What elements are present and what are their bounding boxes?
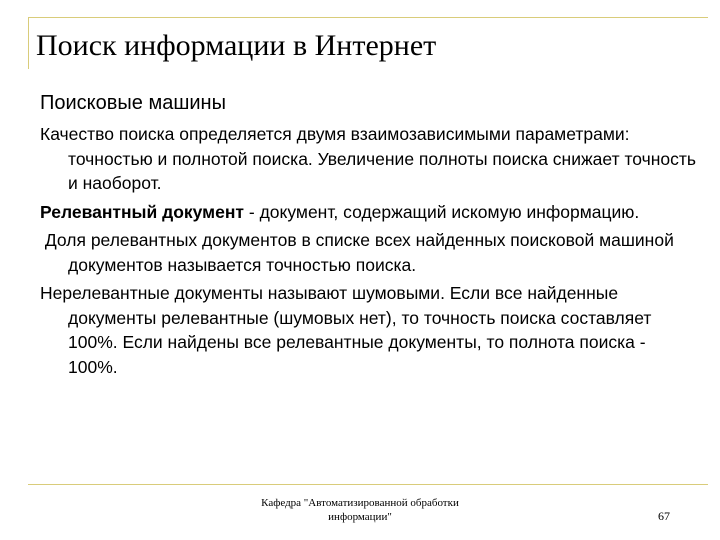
definition-relevant-document: - документ, содержащий искомую информацию. xyxy=(244,201,640,222)
footer-divider xyxy=(28,484,708,485)
frame-top-line xyxy=(28,17,708,18)
frame-left-line xyxy=(28,17,29,69)
term-relevant-document: Релевантный документ xyxy=(40,201,245,222)
footer-line-2: информации" xyxy=(328,511,392,523)
paragraph-noise: Нерелевантные документы называют шумовыми. Если все найденные документы релевантные (шумовых нет), то точность поиска составляет 100%. Если найдены все релевантные документы, то полнота поиска - 100%. xyxy=(40,283,652,377)
paragraph-relevant-document xyxy=(40,200,700,225)
paragraph-quality: Качество поиска определяется двумя взаимозависимыми параметрами: точностью и полнотой поиска. Увеличение полноты поиска снижает точность и наоборот. xyxy=(40,124,697,193)
footer-department xyxy=(215,496,505,524)
paragraph-precision: Доля релевантных документов в списке всех найденных поисковой машиной документов называется точностью поиска. xyxy=(40,230,679,275)
slide-body xyxy=(40,122,700,383)
footer-line-1: Кафедра "Автоматизированной обработки xyxy=(261,497,459,509)
slide-title: Поиск информации в Интернет xyxy=(36,29,437,62)
page-number: 67 xyxy=(658,509,670,523)
slide-subtitle: Поисковые машины xyxy=(40,92,226,114)
